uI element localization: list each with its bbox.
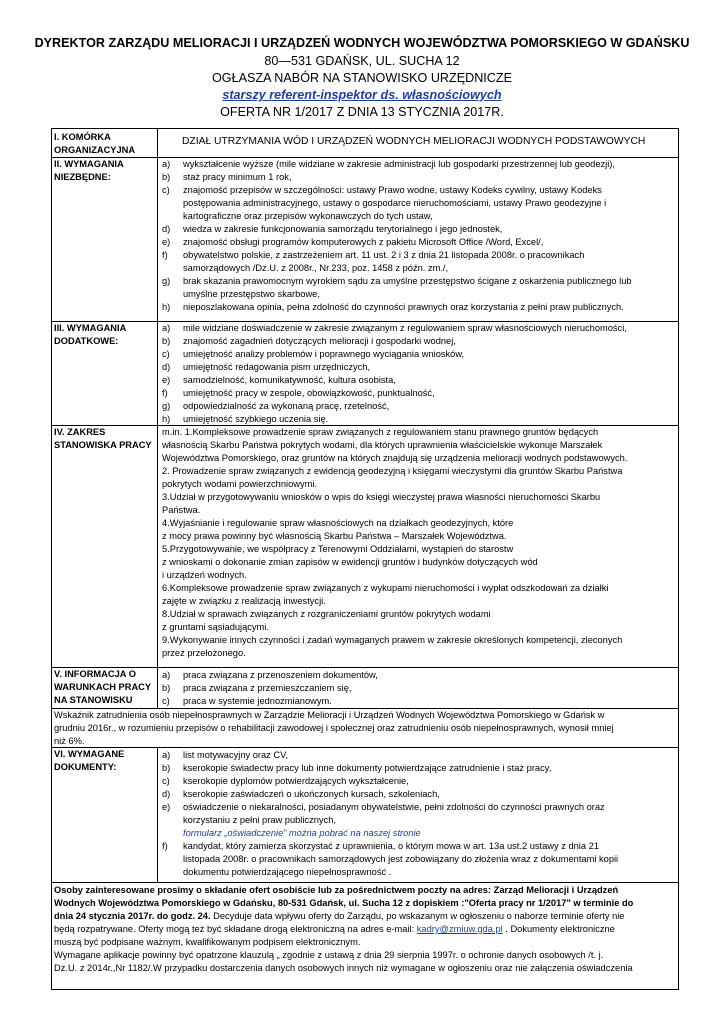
list-item: mile widziane doświadczenie w zakresie związanym z regulowaniem spraw własnościowych nieruchomości,: [183, 323, 627, 333]
list-marker: d): [162, 224, 171, 234]
scope-line: przez przełożonego.: [162, 648, 246, 658]
table-col-divider: [157, 128, 158, 708]
list-item-line: znajomość obsługi programów komputerowych z pakietu Microsoft Office /Word, Excel/,: [183, 237, 544, 247]
indicator-line: grudniu 2016r., w rozumieniu przepisów o rehabilitacji zawodowej i społecznej oraz zatrudnieniu osób niepełnosprawnych, wynosił mniej: [54, 723, 614, 733]
list-item-line: kandydat, który zamierza skorzystać z uprawnienia, o którym mowa w art. 13a ust.2 ustawy z dnia 21: [183, 841, 599, 851]
list-item-line: staż pracy minimum 1 rok,: [183, 172, 292, 182]
list-item-line: kartograficzne oraz przepisów wykonawczych do tych ustaw,: [183, 211, 433, 221]
list-item-line: nieposzlakowana opinia, pełna zdolność do czynności prawnych oraz korzystania z pełni praw publicznych.: [183, 302, 624, 312]
list-item-line: korzystaniu z pełni praw publicznych,: [183, 815, 336, 825]
list-item-line: znajomość przepisów w szczególności: ustawy Prawo wodne, ustawy Kodeks cywilny, ustawy Kodeks: [183, 185, 602, 195]
section1-label-line1: I. KOMÓRKA: [54, 132, 111, 142]
scope-line: 5.Przygotowywanie, we współpracy z Terenowymi Oddziałami, wystąpień do starostw: [162, 544, 514, 554]
section3-label-line2: DODATKOWE:: [54, 336, 119, 346]
indicator-line: niż 6%.: [54, 736, 85, 746]
list-marker: f): [162, 388, 168, 398]
list-marker: h): [162, 302, 171, 312]
section4-label-line2: STANOWISKA PRACY: [54, 440, 152, 450]
list-item: umiejętność pracy w zespole, obowiązkowość, punktualność,: [183, 388, 435, 398]
scope-line: 6.Kompleksowe prowadzenie spraw związanych z wykupami nieruchomości i wypłat odszkodowań za działki: [162, 583, 609, 593]
list-marker: a): [162, 670, 171, 680]
section2-label: [54, 158, 154, 184]
scope-line: pokrytych wodami powierzchniowymi.: [162, 479, 318, 489]
list-marker: d): [162, 362, 171, 372]
list-marker: c): [162, 776, 170, 786]
email-link[interactable]: kadry@zmiuw.gda.pl: [416, 924, 503, 934]
list-item: znajomość zagadnień dotyczących melioracji i gospodarki wodnej,: [183, 336, 456, 346]
list-marker: c): [162, 349, 170, 359]
section3-label-line1: III. WYMAGANIA: [54, 323, 127, 333]
scope-line: Państwa.: [162, 505, 201, 515]
list-item: praca w systemie jednozmianowym.: [183, 696, 332, 706]
list-item-line: kserokopie dyplomów potwierdzających wykształcenie,: [183, 776, 409, 786]
section5-label: [54, 668, 154, 707]
section4-label-line1: IV. ZAKRES: [54, 427, 106, 437]
section1-label: [54, 131, 154, 157]
list-item-line: postępowania administracyjnego, ustawy o gospodarce nieruchomościami, ustawy Prawo geodezyjne i: [183, 198, 607, 208]
scope-line: z gruntami sąsiadującymi.: [162, 622, 269, 632]
list-marker: g): [162, 401, 171, 411]
header-address: 80—531 GDAŃSK, UL. SUCHA 12: [264, 54, 460, 68]
section6-label-line2: DOKUMENTY:: [54, 762, 117, 772]
list-item-line: list motywacyjny oraz CV,: [183, 750, 289, 760]
table-border-top: [51, 128, 679, 129]
footer-line4-pre: będą rozpatrywane. Oferty mogą też być składane drogą elektroniczną na adres e-mail:: [54, 924, 417, 934]
footer-line1: Osoby zainteresowane prosimy o składanie ofert osobiście lub za pośrednictwem poczty na adres: Zarząd Melioracji i Urządzeń: [54, 885, 619, 895]
footer-line6: Wymagane aplikacje powinny być opatrzone klauzulą „ zgodnie z ustawą z dnia 29 sierpnia 1997r. o ochronie danych osobowych /t. j.: [54, 950, 604, 960]
table-border-right: [678, 128, 679, 990]
list-marker: e): [162, 237, 171, 247]
list-marker: e): [162, 802, 171, 812]
footer-line3-rest: Decyduje data wpływu oferty do Zarządu, po wskazanym w ogłoszeniu o naborze terminie oferty nie: [210, 911, 625, 921]
table-border-left: [51, 128, 52, 990]
list-item-line: listopada 2008r. o pracownikach samorządowych jest zobowiązany do złożenia wraz z dokumentami kopii: [183, 854, 619, 864]
list-item-line: samorządowych /Dz.U. z 2008r., Nr.233, poz. 1458 z późn. zm./,: [183, 263, 449, 273]
header-announcement: OGŁASZA NABÓR NA STANOWISKO URZĘDNICZE: [212, 71, 512, 85]
list-item: umiejętność redagowania pism urzędniczych,: [183, 362, 371, 372]
scope-line: z mocy prawa powinny być własnością Skarbu Państwa – Marszałek Województwa.: [162, 531, 507, 541]
offer-number: OFERTA NR 1/2017 Z DNIA 13 STYCZNIA 2017R.: [220, 105, 504, 119]
list-marker: f): [162, 250, 168, 260]
scope-line: zajęte w związku z realizacją inwestycji.: [162, 596, 326, 606]
list-marker: d): [162, 789, 171, 799]
list-item-line: wiedza w zakresie funkcjonowania samorządu terytorialnego i jego jednostek,: [183, 224, 503, 234]
scope-line: z wnioskami o dokonanie zmian zapisów w ewidencji gruntów i budynków dotyczących wód: [162, 557, 538, 567]
list-item: odpowiedzialność za wykonaną pracę, rzetelność,: [183, 401, 390, 411]
list-marker: b): [162, 683, 171, 693]
list-item-line: dokumentu potwierdzającego niepełnosprawność .: [183, 867, 392, 877]
list-marker: h): [162, 414, 171, 424]
list-marker: b): [162, 172, 171, 182]
scope-line: własnością Skarbu Państwa pokrytych wodami, dla których uprawnienia właścicielskie wykonuje Marszałek: [162, 440, 603, 450]
section4-label: [54, 426, 154, 452]
section1-value: DZIAŁ UTRZYMANIA WÓD I URZĄDZEŃ WODNYCH MELIORACJI WODNYCH PODSTAWOWYCH: [182, 136, 646, 147]
section6-label: [54, 748, 154, 774]
section2-label-line2: NIEZBĘDNE:: [54, 172, 111, 182]
scope-line: i urządzeń wodnych.: [162, 570, 247, 580]
list-item: samodzielność, komunikatywność, kultura osobista,: [183, 375, 396, 385]
list-item: umiejętność szybkiego uczenia się.: [183, 414, 329, 424]
scope-line: m.in. 1.Kompleksowe prowadzenie spraw związanych z regulowaniem stanu prawnego gruntów będących: [162, 427, 599, 437]
download-form-note: formularz „oświadczenie” można pobrać na naszej stronie: [183, 828, 421, 838]
footer-line7: Dz.U. z 2014r.,Nr 1182/.W przypadku dostarczenia danych osobowych innych niż wymagane w ogłoszeniu oraz nie załączenia oświadczenia: [54, 963, 633, 973]
footer-line5: muszą być podpisane ważnym, kwalifikowanym podpisem elektronicznym.: [54, 937, 361, 947]
list-item-line: kserokopie zaświadczeń o ukończonych kursach, szkoleniach,: [183, 789, 440, 799]
list-item: praca związana z przenoszeniem dokumentów,: [183, 670, 378, 680]
section5-label-line2: WARUNKACH PRACY: [54, 682, 152, 692]
list-marker: b): [162, 336, 171, 346]
list-item: umiejętność analizy problemów i poprawnego wyciągania wniosków,: [183, 349, 465, 359]
section5-label-line1: V. INFORMACJA O: [54, 669, 136, 679]
section2-label-line1: II. WYMAGANIA: [54, 159, 124, 169]
row-divider: [51, 882, 679, 883]
table-col-divider-2: [157, 747, 158, 882]
footer-deadline: dnia 24 stycznia 2017r. do godz. 24.: [54, 911, 211, 921]
list-item-line: oświadczenie o niekaralności, posiadanym obywatelstwie, pełni zdolności do czynności prawnych oraz: [183, 802, 605, 812]
indicator-line: Wskaźnik zatrudnienia osób niepełnosprawnych w Zarządzie Melioracji i Urządzeń Wodnych Województwa Pomorskiego w Gdańsk w: [54, 710, 605, 720]
footer-line4-post: . Dokumenty elektroniczne: [502, 924, 615, 934]
list-marker: g): [162, 276, 171, 286]
list-marker: a): [162, 750, 171, 760]
list-marker: c): [162, 185, 170, 195]
table-border-bottom: [51, 989, 679, 990]
section1-label-line2: ORGANIZACYJNA: [54, 145, 136, 155]
list-item-line: kserokopie świadectw pracy lub inne dokumenty potwierdzające zatrudnienie i staż pracy,: [183, 763, 552, 773]
scope-line: 9.Wykonywanie innych czynności i zadań wymaganych prawem w zakresie określonych kompetencji, zleconych: [162, 635, 623, 645]
list-item-line: umyślne przestępstwo skarbowe,: [183, 289, 320, 299]
list-marker: a): [162, 323, 171, 333]
section5-label-line3: NA STANOWISKU: [54, 695, 133, 705]
section3-label: [54, 322, 154, 348]
list-marker: f): [162, 841, 168, 851]
list-item-line: obywatelstwo polskie, z zastrzeżeniem art. 11 ust. 2 i 3 z dnia 21 listopada 2008r. o pracownikach: [183, 250, 585, 260]
footer-line2: Wodnych Województwa Pomorskiego w Gdańsku, 80-531 Gdańsk, ul. Sucha 12 z dopiskiem :"Oferta pracy nr 1/2017" w terminie do: [54, 898, 634, 908]
scope-line: 3.Udział w przygotowywaniu wniosków o wpis do księgi wieczystej prawa własności nieruchomości Skarbu: [162, 492, 601, 502]
footer-line3: [54, 910, 624, 923]
list-item: praca związana z przemieszczaniem się,: [183, 683, 352, 693]
list-marker: c): [162, 696, 170, 706]
scope-line: 4.Wyjaśnianie i regulowanie spraw własnościowych na działkach geodezyjnych, które: [162, 518, 514, 528]
scope-line: 8.Udział w sprawach związanych z rozgraniczeniami gruntów pokrytych wodami: [162, 609, 491, 619]
scope-line: 2. Prowadzenie spraw związanych z ewidencją geodezyjną i księgami wieczystymi dla gruntów Skarbu Państwa: [162, 466, 623, 476]
scope-line: Województwa Pomorskiego, oraz gruntów na których znajdują się urządzenia melioracji wodnych podstawowych.: [162, 453, 628, 463]
list-item-line: wykształcenie wyższe (mile widziane w zakresie administracji lub gospodarki przestrzennej lub geodezji),: [183, 159, 615, 169]
position-title: starszy referent-inspektor ds. własnościowych: [222, 88, 502, 102]
section6-label-line1: VI. WYMAGANE: [54, 749, 125, 759]
list-item-line: brak skazania prawomocnym wyrokiem sądu za umyślne przestępstwo ścigane z oskarżenia publicznego lub: [183, 276, 632, 286]
list-marker: b): [162, 763, 171, 773]
header-title: DYREKTOR ZARZĄDU MELIORACJI I URZĄDZEŃ WODNYCH WOJEWÓDZTWA POMORSKIEGO W GDAŃSKU: [34, 36, 690, 50]
footer-line4: [54, 923, 615, 936]
list-marker: e): [162, 375, 171, 385]
list-marker: a): [162, 159, 171, 169]
